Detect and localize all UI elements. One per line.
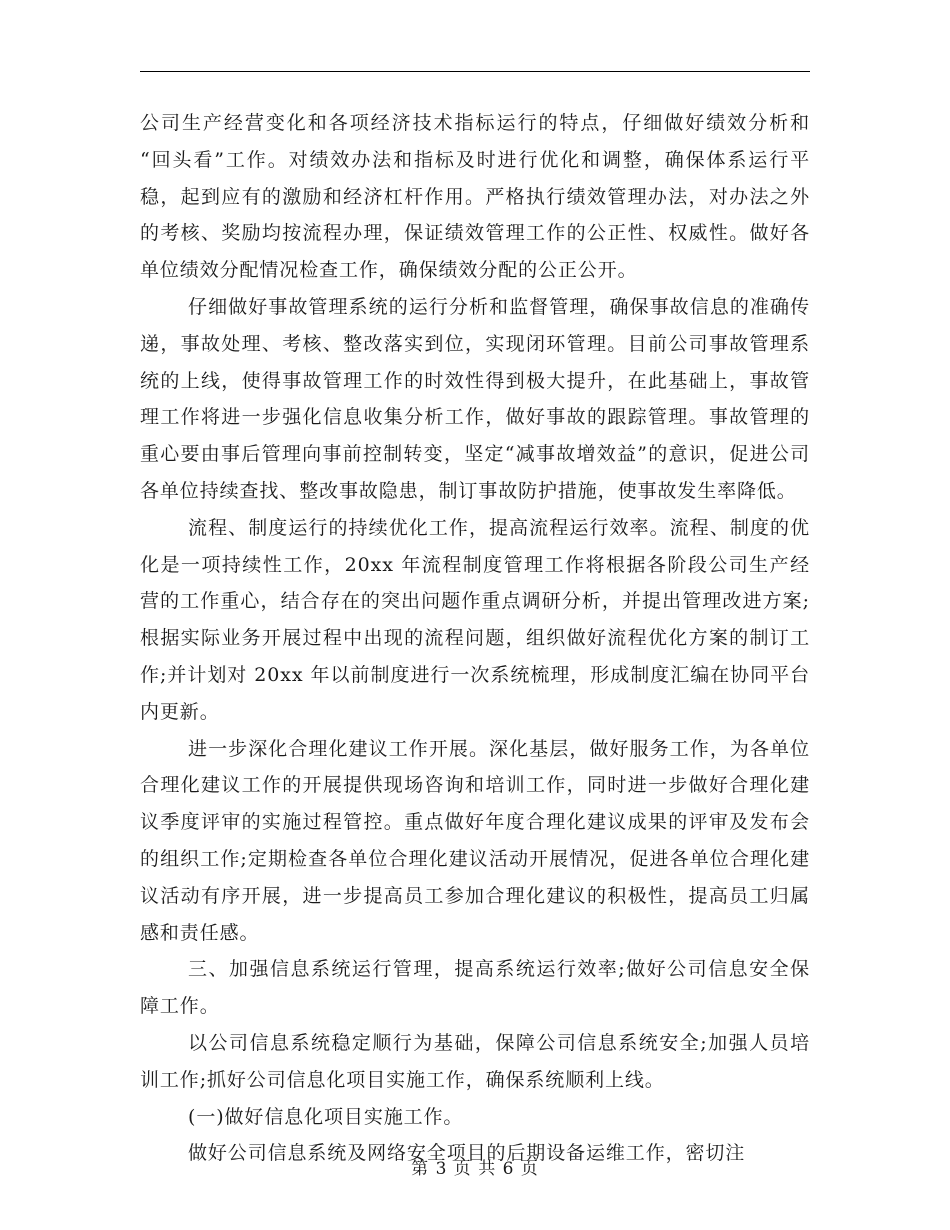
paragraph-4: 进一步深化合理化建议工作开展。深化基层，做好服务工作，为各单位合理化建议工作的开展提供现场咨询和培训工作，同时进一步做好合理化建议季度评审的实施过程管控。重点做好年度合理化建议成果的评审及发布会的组织工作;定期检查各单位合理化建议活动开展情况，促进各单位合理化建议活动有序开展，进一步提高员工参加合理化建议的积极性，提高员工归属感和责任感。 xyxy=(140,737,810,944)
paragraph-5: 以公司信息系统稳定顺行为基础，保障公司信息系统安全;加强人员培训工作;抓好公司信息化项目实施工作，确保系统顺利上线。 xyxy=(140,1031,810,1091)
section-heading-3: 三、加强信息系统运行管理，提高系统运行效率;做好公司信息安全保障工作。 xyxy=(140,958,810,1018)
paragraph-6: 做好公司信息系统及网络安全项目的后期设备运维工作，密切注 xyxy=(188,1142,746,1165)
page-footer xyxy=(0,1154,950,1179)
document-body xyxy=(140,105,810,1172)
paragraph-1: 公司生产经营变化和各项经济技术指标运行的特点，仔细做好绩效分析和 “回头看”工作。对绩效办法和指标及时进行优化和调整，确保体系运行平稳，起到应有的激励和经济杠杆作用。严格执行绩效管理办法，对办法之外的考核、奖励均按流程办理，保证绩效管理工作的公正性、权威性。做好各单位绩效分配情况检查工作，确保绩效分配的公正公开。 xyxy=(140,112,810,282)
header-rule xyxy=(140,71,810,72)
subsection-heading-1: (一)做好信息化项目实施工作。 xyxy=(188,1105,464,1128)
paragraph-3: 流程、制度运行的持续优化工作，提高流程运行效率。流程、制度的优化是一项持续性工作，20xx 年流程制度管理工作将根据各阶段公司生产经营的工作重心，结合存在的突出问题作重点调研分析，并提出管理改进方案;根据实际业务开展过程中出现的流程问题，组织做好流程优化方案的制订工作;并计划对 20xx 年以前制度进行一次系统梳理，形成制度汇编在协同平台内更新。 xyxy=(140,516,810,723)
page-number-label: 第 3 页 共 6 页 xyxy=(411,1159,539,1179)
paragraph-2: 仔细做好事故管理系统的运行分析和监督管理，确保事故信息的准确传递，事故处理、考核、整改落实到位，实现闭环管理。目前公司事故管理系统的上线，使得事故管理工作的时效性得到极大提升，在此基础上，事故管理工作将进一步强化信息收集分析工作，做好事故的跟踪管理。事故管理的重心要由事后管理向事前控制转变，坚定“减事故增效益”的意识，促进公司各单位持续查找、整改事故隐患，制订事故防护措施，使事故发生率降低。 xyxy=(140,295,810,502)
